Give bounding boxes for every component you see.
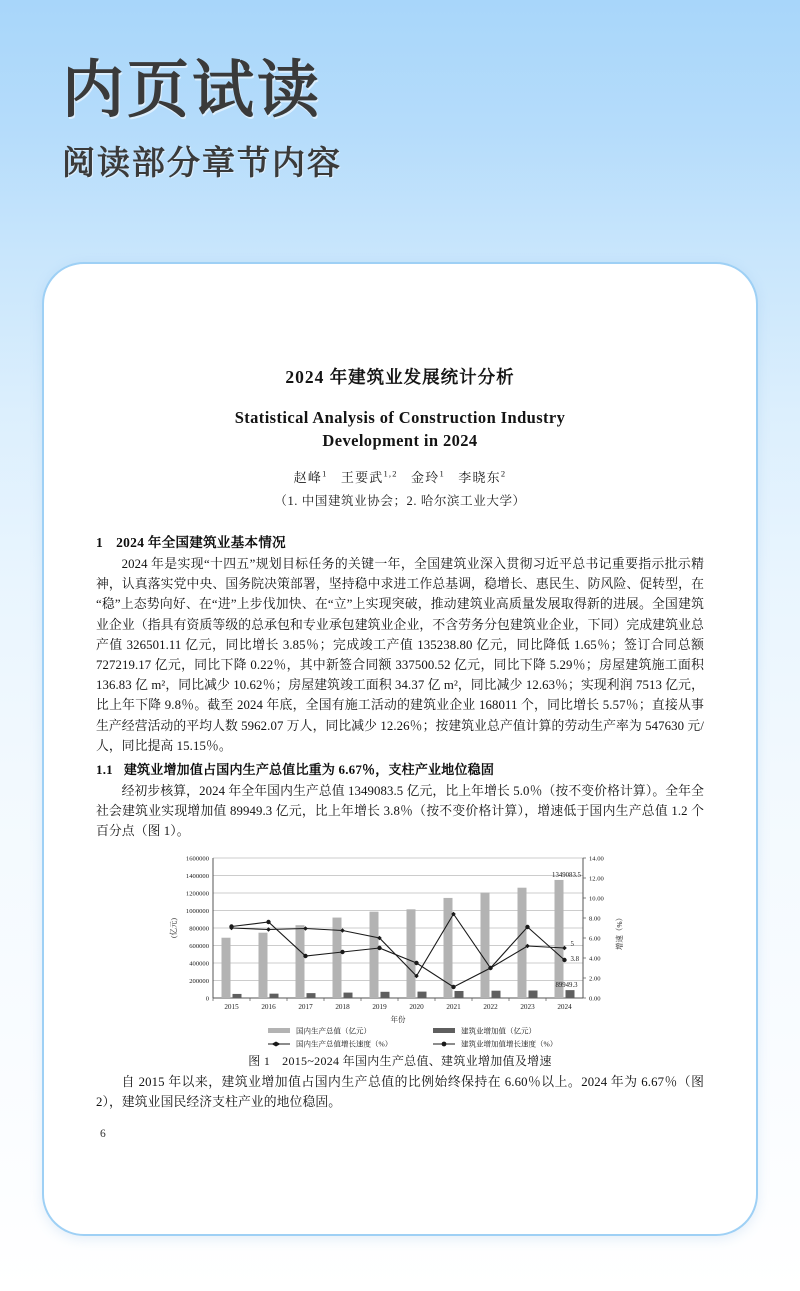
chart-left-tick: 1200000: [185, 890, 209, 898]
chart-x-tick: 2024: [557, 1002, 572, 1011]
author-affiliation: （1. 中国建筑业协会；2. 哈尔滨工业大学）: [274, 493, 526, 508]
chart-bar-construction: [270, 993, 279, 997]
article-title-english-line2: Development in 2024: [322, 431, 478, 451]
article-title-chinese: 2024 年建筑业发展统计分析: [285, 367, 515, 387]
chart-line-marker: [488, 965, 492, 969]
chart-x-tick: 2017: [298, 1002, 313, 1011]
chart-bar-construction: [381, 991, 390, 997]
chart-bar-construction: [418, 991, 427, 997]
chart-bar-gdp: [296, 925, 305, 998]
chart-x-tick: 2022: [483, 1002, 498, 1011]
chart-line-marker: [340, 949, 344, 953]
section-title-1: 2024 年全国建筑业基本情况: [116, 534, 286, 550]
chart-bar-construction: [307, 993, 316, 998]
chart-right-tick: 6.00: [589, 935, 601, 943]
chart-left-tick: 800000: [189, 925, 209, 933]
banner-subtitle: 阅读部分章节内容: [62, 143, 342, 181]
author-names: 赵峰$^1$ 王要武$^{1,2}$ 金玲$^1$ 李晓东$^2$: [293, 468, 507, 485]
author-list: [96, 467, 704, 486]
chart-x-tick: 2021: [446, 1002, 461, 1011]
chart-right-tick: 8.00: [589, 915, 601, 923]
chart-x-tick: 2015: [224, 1002, 239, 1011]
chart-right-tick: 4.00: [589, 955, 601, 963]
chart-left-tick: 600000: [189, 942, 209, 950]
chart-bar-gdp: [370, 911, 379, 997]
chart-left-tick: 1000000: [185, 907, 209, 915]
chart-right-tick: 10.00: [589, 895, 604, 903]
chart-line-marker: [525, 924, 529, 928]
legend-swatch-construction-bar: [433, 1028, 455, 1033]
chart-bar-gdp: [407, 909, 416, 998]
chart-line-marker: [562, 957, 566, 961]
chart-line-marker: [303, 953, 307, 957]
banner-title: 内页试读: [62, 56, 323, 125]
chart-legend: [268, 1025, 557, 1048]
chart-data-label-construction: 89949.3: [555, 981, 578, 989]
paragraph-3: 自 2015 年以来，建筑业增加值占国内生产总值的比例始终保持在 6.60％以上。2024 年为 6.67％（图 2），建筑业国民经济支柱产业的地位稳固。: [96, 1074, 704, 1109]
chart-right-tick: 0.00: [589, 995, 601, 1003]
chart-gdp-construction: [150, 850, 650, 1050]
chart-data-label-gdp: 1349083.5: [552, 871, 581, 879]
chart-x-tick-labels: [213, 998, 572, 1011]
document-content: [44, 264, 756, 1234]
chart-x-tick: 2020: [409, 1002, 424, 1011]
figure-1-caption: [96, 1052, 704, 1069]
section-number-1-1: 1.1: [96, 762, 113, 778]
chart-x-tick: 2023: [520, 1002, 535, 1011]
figure-1: [96, 850, 704, 1069]
article-title-english: [96, 406, 704, 453]
chart-bar-gdp: [481, 892, 490, 997]
chart-bar-construction: [455, 991, 464, 998]
paragraph-1: 2024 年是实现“十四五”规划目标任务的关键一年，全国建筑业深入贯彻习近平总书记重要指示批示精神，认真落实党中央、国务院决策部署，坚持稳中求进工作总基调，稳增长、惠民生、防风险、促转型，在“稳”上态势向好、在“进”上步伐加快、在“立”上实现突破，推动建筑业高质量发展取得新的进展。全国建筑业企业（指具有资质等级的总承包和专业承包建筑业企业，不含劳务分包建筑业企业，下同）完成建筑业总产值 326501.11 亿元，同比增长 3.85％；完成竣工产值 135238.80 亿元，同比降低 1.65％；签订合同总额 727219.17 亿元，同比下降 0.22％，其中新签合同额 337500.52 亿元，同比下降 5.29％；房屋建筑施工面积 136.83 亿 m²，同比减少 10.62％；房屋建筑竣工面积 34.37 亿 m²，同比减少 12.63％；实现利润 7513 亿元，比上年下降 9.8％。截至 2024 年底，全国有施工活动的建筑业企业 168011 个，同比增长 5.57％；直接从事生产经营活动的平均人数 5962.07 万人，同比减少 12.26％；按建筑业总产值计算的劳动生产率为 547630 元/人，同比提高 15.15％。: [96, 556, 704, 753]
chart-left-tick: 0: [205, 995, 209, 1003]
chart-right-tick: 2.00: [589, 975, 601, 983]
chart-right-tick: 14.00: [589, 855, 604, 863]
chart-left-tick: 400000: [189, 960, 209, 968]
chart-y-axis-title: (亿元): [169, 917, 178, 938]
chart-line-marker: [377, 945, 381, 949]
chart-x-tick: 2018: [335, 1002, 350, 1011]
legend-label-construction-line: 建筑业增加值增长速度（%）: [461, 1039, 558, 1049]
chart-line-marker: [229, 924, 233, 928]
chart-bar-construction: [529, 990, 538, 997]
legend-swatch-gdp-bar: [268, 1028, 290, 1033]
chart-line-marker: [414, 960, 418, 964]
chart-right-tick: 12.00: [589, 875, 604, 883]
section-heading-1: [96, 531, 704, 551]
chart-y2-axis-title: 增速（%）: [615, 913, 624, 950]
chart-right-tick-labels: [583, 855, 605, 1002]
chart-x-tick: 2016: [261, 1002, 276, 1011]
document-sheet: [42, 262, 758, 1236]
section-number-1: 1: [96, 534, 104, 550]
paragraph-2: 经初步核算，2024 年全年国内生产总值 1349083.5 亿元，比上年增长 5.0％（按不变价格计算）。全年全社会建筑业实现增加值 89949.3 亿元，比上年增长 3.8％（按不变价格计算），增速低于国内生产总值 1.2 个百分点（图 1）。: [96, 784, 704, 839]
legend-label-gdp-bar: 国内生产总值（亿元）: [296, 1026, 371, 1036]
chart-bar-construction: [492, 990, 501, 997]
page-banner: [0, 0, 800, 240]
chart-bar-construction: [566, 990, 575, 998]
chart-left-tick: 200000: [189, 977, 209, 985]
chart-left-tick-labels: [186, 855, 210, 1002]
chart-bar-construction: [233, 994, 242, 998]
section-heading-1-1: [96, 759, 704, 778]
chart-left-tick: 1400000: [185, 872, 209, 880]
legend-marker-gdp-line: [272, 1041, 281, 1046]
legend-label-construction-bar: 建筑业增加值（亿元）: [461, 1026, 536, 1036]
section-title-1-1: 建筑业增加值占国内生产总值比重为 6.67％，支柱产业地位稳固: [123, 762, 495, 778]
chart-line-marker: [451, 984, 455, 988]
legend-marker-construction-line: [442, 1041, 447, 1046]
chart-data-label-gdp-growth: 5: [570, 940, 574, 948]
chart-line-marker: [266, 919, 270, 923]
chart-data-label-construction-growth: 3.8: [570, 955, 579, 963]
chart-left-tick: 1600000: [185, 855, 209, 863]
chart-x-tick: 2019: [372, 1002, 387, 1011]
figure-1-label: 图 1: [248, 1053, 271, 1068]
chart-x-axis-title: 年份: [390, 1014, 406, 1024]
chart-bar-gdp: [222, 937, 231, 997]
chart-bar-construction: [344, 992, 353, 997]
article-title-english-line1: Statistical Analysis of Construction Industry: [234, 408, 566, 427]
page-number: 6: [100, 1128, 106, 1141]
figure-1-caption-text: 2015~2024 年国内生产总值、建筑业增加值及增速: [282, 1053, 552, 1068]
chart-bar-gdp: [518, 887, 527, 997]
chart-bar-gdp: [555, 880, 564, 998]
legend-label-gdp-line: 国内生产总值增长速度（%）: [296, 1039, 393, 1049]
chart-bar-gdp: [259, 932, 268, 997]
